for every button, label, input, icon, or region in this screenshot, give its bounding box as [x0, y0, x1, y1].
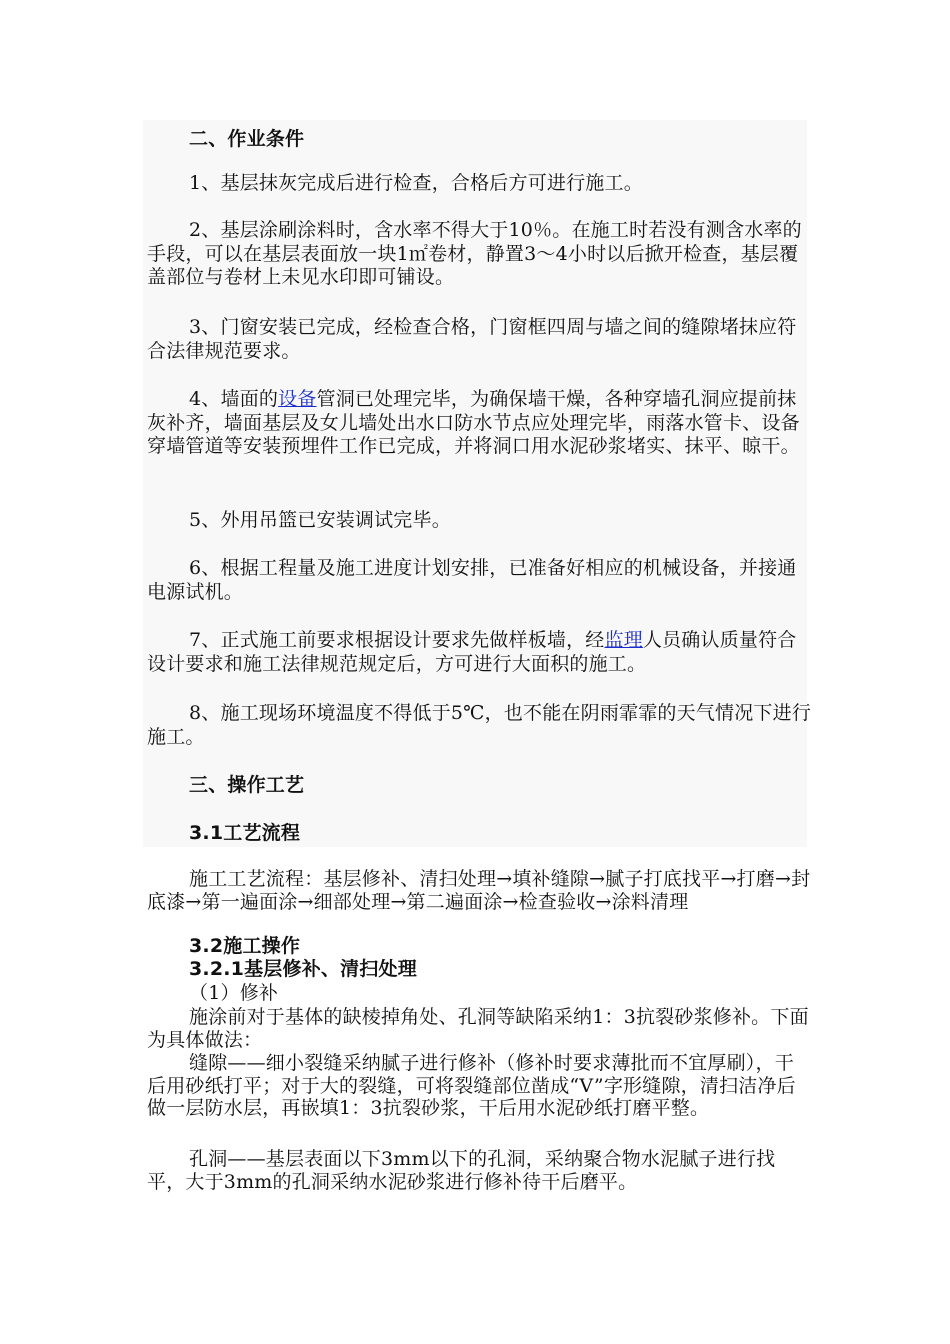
condition-item-8: 8、施工现场环境温度不得低于5℃，也不能在阴雨霏霏的天气情况下进行施工。 [147, 702, 812, 748]
repair-paragraph-holes: 孔洞——基层表面以下3mm以下的孔洞，采纳聚合物水泥腻子进行找平，大于3mm的孔洞采纳水泥砂浆进行修补待干后磨平。 [147, 1148, 776, 1193]
condition-item-2: 2、基层涂刷涂料时，含水率不得大于10％。在施工时若没有测含水率的手段，可以在基层表面放一块1㎡卷材，静置3～4小时以后掀开检查，基层覆盖部位与卷材上未见水印即可铺设。 [147, 219, 802, 288]
condition-item-5: 5、外用吊篮已安装调试完毕。 [189, 509, 451, 531]
condition-item-1: 1、基层抹灰完成后进行检查，合格后方可进行施工。 [189, 172, 643, 194]
section-heading-process: 三、操作工艺 [189, 774, 305, 796]
condition-item-4 [147, 388, 812, 459]
item-7-text-start: 7、正式施工前要求根据设计要求先做样板墙，经 [189, 629, 605, 651]
section-heading-work-conditions: 二、作业条件 [189, 128, 305, 150]
process-flow-text: 施工工艺流程：基层修补、清扫处理→填补缝隙→腻子打底找平→打磨→封底漆→第一遍面涂→细部处理→第二遍面涂→检查验收→涂料清理 [147, 868, 811, 913]
repair-paragraph-1: 施涂前对于基体的缺棱掉角处、孔洞等缺陷采纳1：3抗裂砂浆修补。下面为具体做法： [147, 1006, 809, 1051]
supervision-link[interactable]: 监理 [604, 629, 643, 651]
item-4-text-start: 4、墙面的 [189, 388, 279, 410]
subheading-base-repair: 3.2.1基层修补、清扫处理 [189, 958, 417, 980]
item-7-text-end: 人员确认质量符合设计要求和施工法律规范规定后，方可进行大面积的施工。 [147, 629, 797, 675]
condition-item-7 [147, 629, 812, 676]
condition-item-6: 6、根据工程量及施工进度计划安排，已准备好相应的机械设备，并接通电源试机。 [147, 557, 797, 603]
item-4-text-end: 管洞已处理完毕，为确保墙干燥，各种穿墙孔洞应提前抹灰补齐，墙面基层及女儿墙处出水口防水节点应处理完毕，雨落水管卡、设备穿墙管道等安装预埋件工作已完成，并将洞口用水泥砂浆堵实、抹平、晾干。 [147, 388, 800, 457]
repair-paragraph-cracks: 缝隙——细小裂缝采纳腻子进行修补（修补时要求薄批而不宜厚刷），干后用砂纸打平；对于大的裂缝，可将裂缝部位凿成“V”字形缝隙，清扫洁净后做一层防水层，再嵌填1：3抗裂砂浆，干后用水泥砂纸打磨平整。 [147, 1052, 796, 1119]
condition-item-3: 3、门窗安装已完成，经检查合格，门窗框四周与墙之间的缝隙堵抹应符合法律规范要求。 [147, 316, 797, 362]
equipment-link[interactable]: 设备 [278, 388, 317, 410]
subheading-process-flow: 3.1工艺流程 [189, 822, 301, 844]
repair-subtitle: （1）修补 [189, 982, 279, 1004]
subheading-construction-operation: 3.2施工操作 [189, 935, 301, 957]
